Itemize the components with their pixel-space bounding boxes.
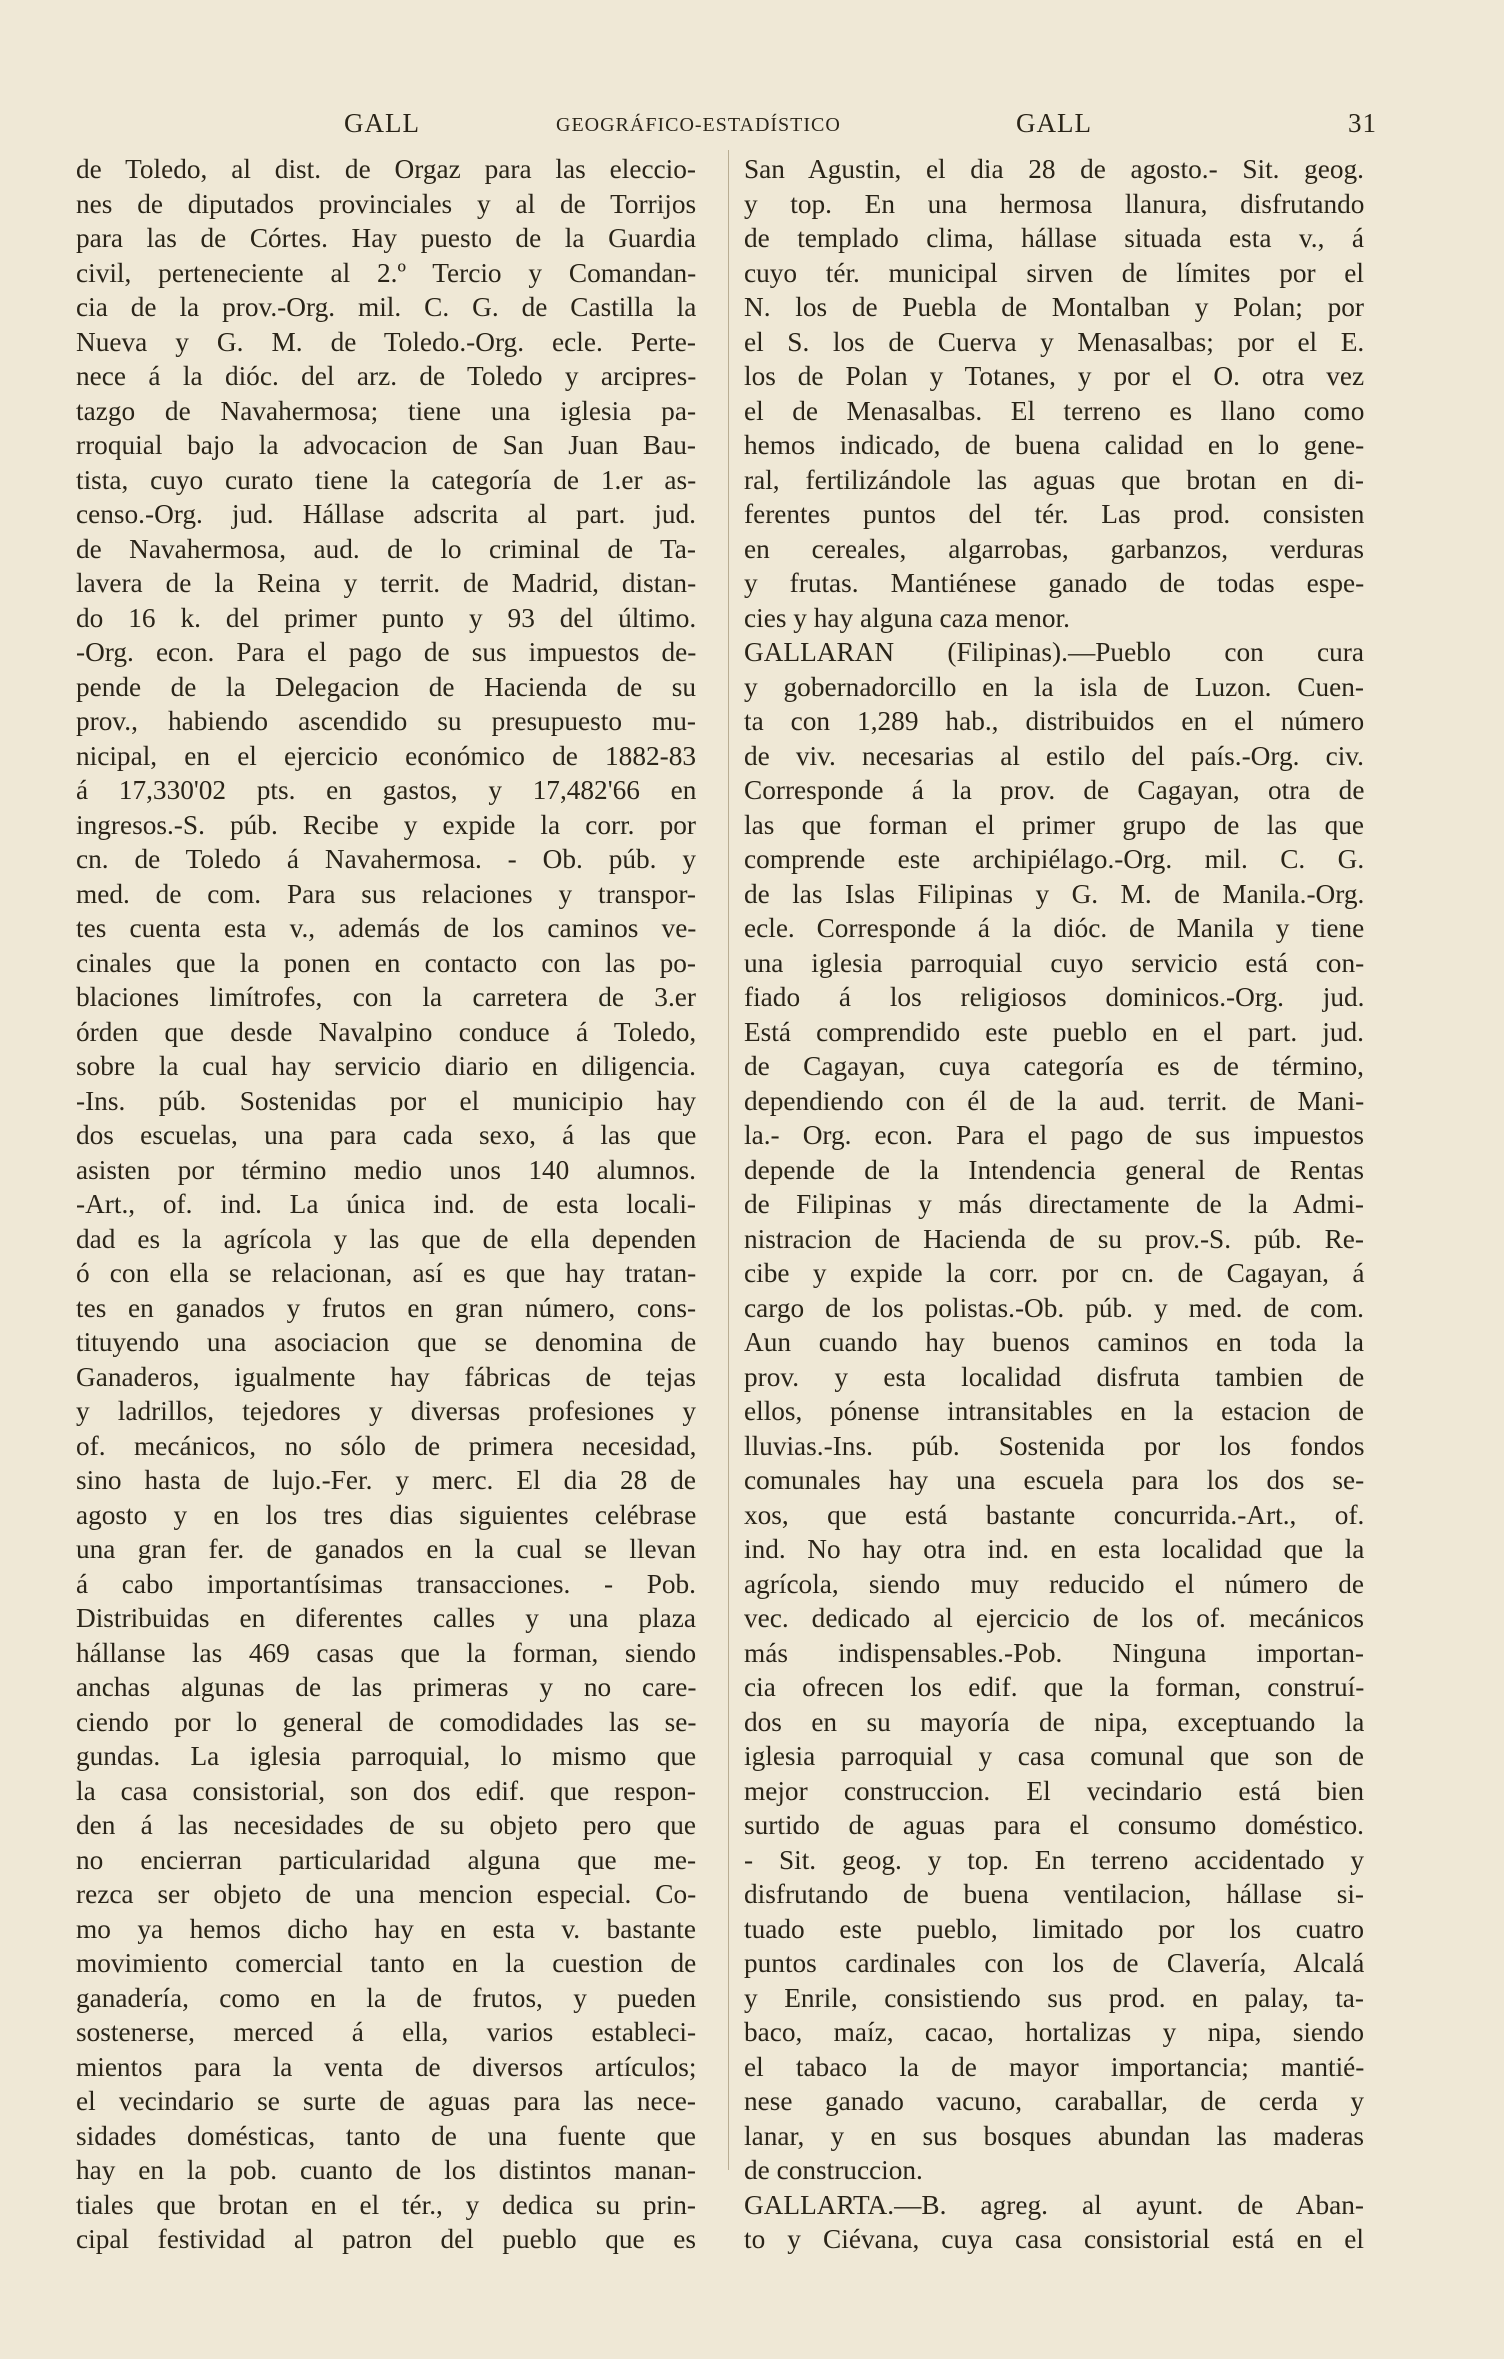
- text-line: ciendo por lo general de comodidades las se-: [76, 1706, 697, 1737]
- left-text-column: [76, 152, 696, 2257]
- text-line: den á las necesidades de su objeto pero que: [76, 1810, 696, 1840]
- text-line: tuado este pueblo, limitado por los cuatro: [744, 1913, 1364, 1944]
- text-line: hemos indicado, de buena calidad en lo gene-: [744, 430, 1365, 460]
- text-line: Está comprendido este pueblo en el part. jud.: [744, 1016, 1364, 1047]
- text-line: el de Menasalbas. El terreno es llano como: [744, 395, 1365, 426]
- text-line: y top. En una hermosa llanura, disfrutando: [744, 188, 1365, 219]
- text-line: de las Islas Filipinas y G. M. de Manila.-Org.: [744, 878, 1365, 909]
- text-line: agrícola, siendo muy reducido el número de: [744, 1568, 1364, 1599]
- text-line: iglesia parroquial y casa comunal que son de: [744, 1741, 1364, 1771]
- text-line: cinales que la ponen en contacto con las po-: [76, 947, 696, 978]
- text-line: fiado á los religiosos dominicos.-Org. jud.: [744, 982, 1365, 1012]
- text-line: Ganaderos, igualmente hay fábricas de tejas: [76, 1361, 696, 1392]
- text-line: tes en ganados y frutos en gran número, cons-: [76, 1292, 697, 1323]
- text-line: tista, cuyo curato tiene la categoría de 1.er as-: [76, 464, 697, 495]
- text-line: el tabaco la de mayor importancia; mantié-: [744, 2051, 1365, 2082]
- text-line: cuyo tér. municipal sirven de límites por el: [744, 257, 1364, 288]
- text-line: sidades domésticas, tanto de una fuente que: [76, 2120, 696, 2151]
- text-line: lluvias.-Ins. púb. Sostenida por los fondos: [744, 1430, 1365, 1461]
- text-line: el vecindario se surte de aguas para las nece-: [76, 2086, 696, 2116]
- text-line: sobre la cual hay servicio diario en diligencia.: [76, 1051, 696, 1081]
- text-line: rezca ser objeto de una mencion especial. Co-: [76, 1879, 697, 1909]
- text-line: la casa consistorial, son dos edif. que respon-: [76, 1775, 696, 1806]
- text-line: comprende este archipiélago.-Org. mil. C. G.: [744, 844, 1365, 874]
- text-line: una gran fer. de ganados en la cual se llevan: [76, 1534, 696, 1564]
- text-line: tituyendo una asociacion que se denomina de: [76, 1327, 697, 1357]
- text-line: dependiendo con él de la aud. territ. de Mani-: [744, 1085, 1365, 1116]
- text-line: baco, maíz, cacao, hortalizas y nipa, siendo: [744, 2017, 1364, 2047]
- text-line: ral, fertilizándole las aguas que brotan en di-: [744, 464, 1364, 495]
- text-line: cargo de los polistas.-Ob. púb. y med. de com.: [744, 1292, 1364, 1323]
- text-line: depende de la Intendencia general de Rentas: [744, 1154, 1365, 1185]
- text-line: para las de Córtes. Hay puesto de la Guardia: [76, 223, 696, 253]
- text-line: á cabo importantísimas transacciones. - Pob.: [76, 1568, 696, 1599]
- text-line: hállanse las 469 casas que la forman, siendo: [76, 1637, 697, 1668]
- text-line: ecle. Corresponde á la dióc. de Manila y tiene: [744, 913, 1365, 943]
- text-line: cies y hay alguna caza menor.: [744, 602, 1070, 633]
- text-line: hay en la pob. cuanto de los distintos manan-: [76, 2155, 696, 2185]
- text-line: agosto y en los tres dias siguientes celébrase: [76, 1499, 697, 1530]
- text-line: gundas. La iglesia parroquial, lo mismo que: [76, 1741, 697, 1771]
- text-line: med. de com. Para sus relaciones y transpor-: [76, 878, 696, 909]
- text-line: cn. de Toledo á Navahermosa. - Ob. púb. y: [76, 844, 696, 874]
- text-line: -Art., of. ind. La única ind. de esta locali-: [76, 1189, 696, 1219]
- text-line: de Toledo, al dist. de Orgaz para las eleccio-: [76, 154, 696, 184]
- text-line: vec. dedicado al ejercicio de los of. mecánicos: [744, 1603, 1365, 1633]
- text-line: -Org. econ. Para el pago de sus impuestos de-: [76, 637, 697, 667]
- text-line: tes cuenta esta v., además de los caminos ve-: [76, 913, 697, 943]
- text-line: - Sit. geog. y top. En terreno accidentado y: [744, 1844, 1364, 1875]
- text-line: los de Polan y Totanes, y por el O. otra vez: [744, 361, 1365, 391]
- column-divider: [728, 150, 729, 2170]
- text-line: ó con ella se relacionan, así es que hay tratan-: [76, 1258, 697, 1288]
- text-line: movimiento comercial tanto en la cuestion de: [76, 1948, 697, 1978]
- text-line: disfrutando de buena ventilacion, hállase si-: [744, 1879, 1364, 1909]
- text-line: ferentes puntos del tér. Las prod. consisten: [744, 499, 1365, 529]
- text-line: nistracion de Hacienda de su prov.-S. púb. Re-: [744, 1223, 1364, 1254]
- text-line: -Ins. púb. Sostenidas por el municipio hay: [76, 1085, 696, 1116]
- running-head-center: GEOGRÁFICO-ESTADÍSTICO: [556, 114, 841, 136]
- page-number: 31: [1348, 108, 1377, 138]
- running-head-right: GALL: [1016, 108, 1092, 138]
- text-line: de templado clima, hállase situada esta v., á: [744, 223, 1364, 253]
- text-line: de Filipinas y más directamente de la Admi-: [744, 1189, 1364, 1219]
- text-line: Distribuidas en diferentes calles y una plaza: [76, 1603, 696, 1633]
- text-line: comunales hay una escuela para los dos se-: [744, 1465, 1365, 1495]
- text-line: cibe y expide la corr. por cn. de Cagayan, á: [744, 1258, 1365, 1288]
- text-line: GALLARAN (Filipinas).—Pueblo con cura: [744, 637, 1364, 667]
- text-line: prov. y esta localidad disfruta tambien de: [744, 1361, 1365, 1392]
- text-line: censo.-Org. jud. Hállase adscrita al part. jud.: [76, 499, 696, 529]
- text-line: San Agustin, el dia 28 de agosto.- Sit. geog.: [744, 154, 1364, 184]
- text-line: sostenerse, merced á ella, varios estableci-: [76, 2017, 697, 2047]
- text-line: y gobernadorcillo en la isla de Luzon. Cuen-: [744, 671, 1364, 702]
- text-line: civil, perteneciente al 2.º Tercio y Comandan-: [76, 257, 697, 288]
- text-line: rroquial bajo la advocacion de San Juan Bau-: [76, 430, 696, 460]
- text-line: nes de diputados provinciales y al de Torrijos: [76, 188, 697, 219]
- text-line: Corresponde á la prov. de Cagayan, otra de: [744, 775, 1365, 805]
- text-line: puntos cardinales con los de Clavería, Alcalá: [744, 1948, 1365, 1978]
- text-line: asisten por término medio unos 140 alumnos.: [76, 1154, 696, 1185]
- text-line: y Enrile, consistiendo sus prod. en palay, ta-: [744, 1982, 1364, 2013]
- text-line: nese ganado vacuno, caraballar, de cerda y: [744, 2086, 1364, 2116]
- text-line: Aun cuando hay buenos caminos en toda la: [744, 1327, 1364, 1357]
- text-line: nece á la dióc. del arz. de Toledo y arcipres-: [76, 361, 697, 391]
- text-line: do 16 k. del primer punto y 93 del último.: [76, 602, 697, 633]
- text-line: anchas algunas de las primeras y no care-: [76, 1672, 697, 1702]
- text-line: lavera de la Reina y territ. de Madrid, distan-: [76, 568, 697, 598]
- text-line: prov., habiendo ascendido su presupuesto mu-: [76, 706, 696, 736]
- text-line: mejor construccion. El vecindario está bien: [744, 1775, 1364, 1806]
- text-line: lanar, y en sus bosques abundan las maderas: [744, 2120, 1365, 2151]
- text-line: y frutas. Mantiénese ganado de todas espe-: [744, 568, 1365, 598]
- text-line: cia de la prov.-Org. mil. C. G. de Castilla la: [76, 292, 697, 322]
- text-line: no encierran particularidad alguna que me-: [76, 1844, 697, 1875]
- text-line: dos en su mayoría de nipa, exceptuando la: [744, 1706, 1365, 1737]
- text-line: tiales que brotan en el tér., y dedica su prin-: [76, 2189, 696, 2220]
- text-line: mo ya hemos dicho hay en esta v. bastante: [76, 1913, 696, 1944]
- text-line: cia ofrecen los edif. que la forman, construí-: [744, 1672, 1365, 1702]
- text-line: ellos, pónense intransitables en la estacion de: [744, 1396, 1364, 1426]
- text-line: nicipal, en el ejercicio económico de 1882-83: [76, 740, 696, 771]
- text-line: tazgo de Navahermosa; tiene una iglesia pa-: [76, 395, 697, 426]
- right-text-column: [744, 152, 1364, 2257]
- text-line: of. mecánicos, no sólo de primera necesidad,: [76, 1430, 697, 1461]
- running-head-left: GALL: [344, 108, 420, 138]
- text-line: ind. No hay otra ind. en esta localidad que la: [744, 1534, 1365, 1564]
- text-line: dos escuelas, una para cada sexo, á las que: [76, 1120, 697, 1150]
- text-line: de viv. necesarias al estilo del país.-Org. civ.: [744, 740, 1364, 771]
- text-line: ganadería, como en la de frutos, y pueden: [76, 1982, 696, 2013]
- text-line: to y Ciévana, cuya casa consistorial está en el: [744, 2224, 1364, 2254]
- text-line: sino hasta de lujo.-Fer. y merc. El dia 28 de: [76, 1465, 696, 1495]
- text-line: las que forman el primer grupo de las que: [744, 809, 1364, 840]
- text-line: de construccion.: [744, 2155, 923, 2185]
- text-line: la.- Org. econ. Para el pago de sus impuestos: [744, 1120, 1364, 1150]
- running-header: [76, 108, 1377, 148]
- text-line: surtido de aguas para el consumo doméstico.: [744, 1810, 1364, 1840]
- text-line: más indispensables.-Pob. Ninguna importan-: [744, 1637, 1364, 1668]
- text-line: y ladrillos, tejedores y diversas profesiones y: [76, 1396, 696, 1426]
- text-line: de Cagayan, cuya categoría es de término,: [744, 1051, 1364, 1081]
- text-line: Nueva y G. M. de Toledo.-Org. ecle. Perte-: [76, 326, 696, 357]
- text-line: ta con 1,289 hab., distribuidos en el número: [744, 706, 1365, 736]
- text-line: una iglesia parroquial cuyo servicio está con-: [744, 947, 1365, 978]
- text-line: órden que desde Navalpino conduce á Toledo,: [76, 1016, 697, 1047]
- text-line: ingresos.-S. púb. Recibe y expide la corr. por: [76, 809, 696, 840]
- text-line: de Navahermosa, aud. de lo criminal de Ta-: [76, 533, 696, 564]
- text-line: pende de la Delegacion de Hacienda de su: [76, 671, 696, 702]
- text-line: dad es la agrícola y las que de ella dependen: [76, 1223, 697, 1254]
- text-line: el S. los de Cuerva y Menasalbas; por el E.: [744, 326, 1365, 357]
- text-line: mientos para la venta de diversos artículos;: [76, 2051, 697, 2082]
- text-line: cipal festividad al patron del pueblo que es: [76, 2224, 696, 2254]
- text-line: en cereales, algarrobas, garbanzos, verduras: [744, 533, 1364, 564]
- text-line: á 17,330'02 pts. en gastos, y 17,482'66 en: [76, 775, 697, 805]
- text-line: N. los de Puebla de Montalban y Polan; por: [744, 292, 1364, 322]
- text-line: xos, que está bastante concurrida.-Art., of.: [744, 1499, 1365, 1530]
- text-line: GALLARTA.—B. agreg. al ayunt. de Aban-: [744, 2189, 1364, 2220]
- text-line: blaciones limítrofes, con la carretera de 3.er: [76, 982, 696, 1012]
